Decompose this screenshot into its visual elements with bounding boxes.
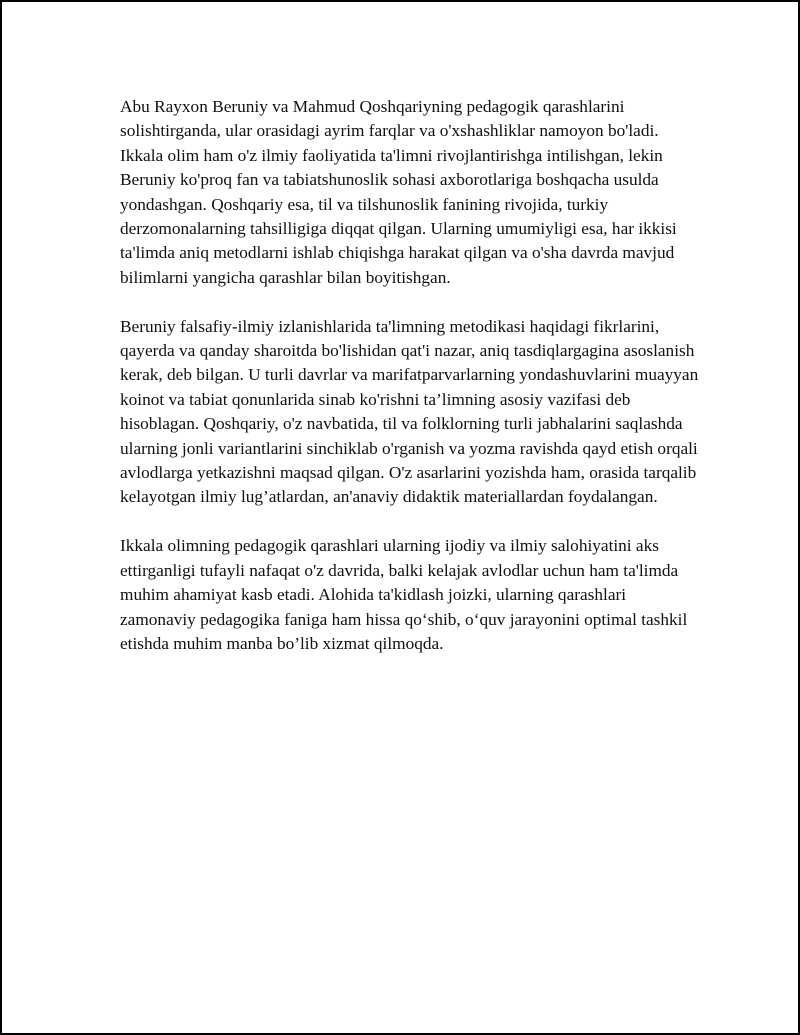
paragraph-1: Abu Rayxon Beruniy va Mahmud Qoshqariyning pedagogik qarashlarini solishtirganda, ular orasidagi ayrim farqlar va o'xshashliklar namoyon bo'ladi. Ikkala olim ham o'z ilmiy faoliyatida ta'limni rivojlantirishga intilishgan, lekin Beruniy ko'proq fan va tabiatshunoslik sohasi axborotlariga boshqacha usulda yondashgan. Qoshqariy esa, til va tilshunoslik fanining rivojida, turkiy derzomonalarning tahsilligiga diqqat qilgan. Ularning umumiyligi esa, har ikkisi ta'limda aniq metodlarni ishlab chiqishga harakat qilgan va o'sha davrda mavjud bilimlarni yangicha qarashlar bilan boyitishgan. [120, 97, 677, 287]
paragraph-3: Ikkala olimning pedagogik qarashlari ularning ijodiy va ilmiy salohiyatini aks ettirganligi tufayli nafaqat o'z davrida, balki kelajak avlodlar uchun ham ta'limda muhim ahamiyat kasb etadi. Alohida ta'kidlash joizki, ularning qarashlari zamonaviy pedagogika faniga ham hissa qo‘shib, o‘quv jarayonini optimal tashkil etishda muhim manba bo’lib xizmat qilmoqda. [120, 536, 688, 653]
paragraph-2: Beruniy falsafiy-ilmiy izlanishlarida ta'limning metodikasi haqidagi fikrlarini, qayerda va qanday sharoitda bo'lishidan qat'i nazar, aniq tasdiqlargagina asoslanish kerak, deb bilgan. U turli davrlar va marifatparvarlarning yondashuvlarini muayyan koinot va tabiat qonunlarida sinab ko'rishni ta’limning asosiy vazifasi deb hisoblagan. Qoshqariy, o'z navbatida, til va folklorning turli jabhalarini saqlashda ularning jonli variantlarini sinchiklab o'rganish va yozma ravishda qayd etish orqali avlodlarga yetkazishni maqsad qilgan. O'z asarlarini yozishda ham, orasida tarqalib kelayotgan ilmiy lug’atlardan, an'anaviy didaktik materiallardan foydalangan. [120, 316, 699, 507]
document-body [120, 95, 702, 681]
